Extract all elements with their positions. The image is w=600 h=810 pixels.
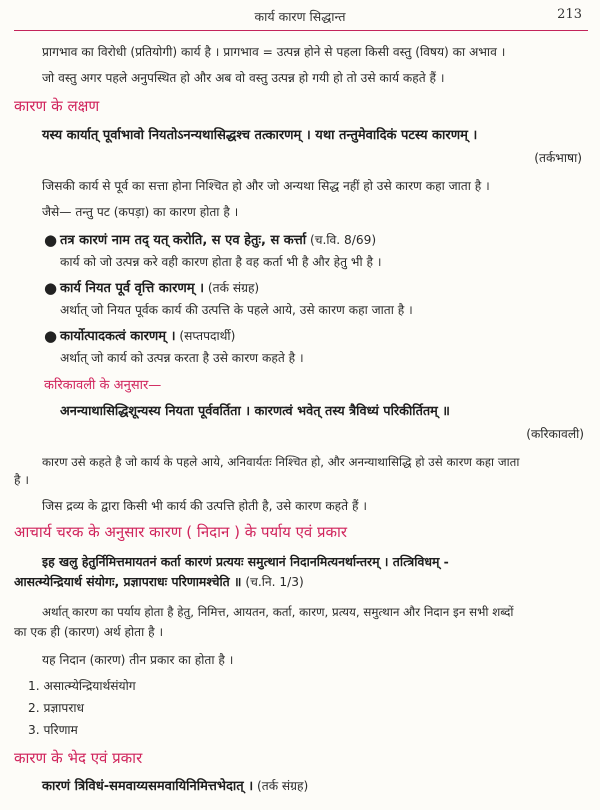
page-number: 213 — [557, 7, 582, 22]
sanskrit-verse — [42, 778, 308, 795]
citation: (च.वि. 8/69) — [306, 233, 377, 247]
paragraph-line: जिस द्रव्य के द्वारा किसी भी कार्य की उत्पत्ति होती है, उसे कारण कहते हैं । — [42, 499, 367, 513]
sanskrit-quote: आसत्म्येन्द्रियार्थ संयोगः, प्रज्ञापराधः परिणामश्चेति ॥ — [14, 574, 242, 589]
list-item: 3. परिणाम — [28, 723, 78, 737]
paragraph-line: है । — [14, 473, 29, 487]
paragraph-line: प्रागभाव का विरोधी (प्रतियोगी) कार्य है । प्रागभाव = उत्पन्न होने से पहला किसी वस्तु (विषय) का अभाव । — [42, 45, 506, 59]
section-heading: आचार्य चरक के अनुसार कारण ( निदान ) के पर्याय एवं प्रकार — [14, 523, 348, 541]
explanation: कार्य को जो उत्पन्न करे वही कारण होता है वह कर्ता भी है और हेतु भी है । — [60, 255, 382, 269]
sanskrit-quote: कार्य नियत पूर्व वृत्ति कारणम् । — [60, 281, 205, 296]
paragraph-line: जैसे— तन्तु पट (कपड़ा) का कारण होता है । — [42, 205, 239, 219]
section-heading: कारण के भेद एवं प्रकार — [14, 749, 143, 767]
sanskrit-verse: इह खलु हेतुर्निमित्तमायतनं कर्ता कारणं प्रत्ययः समुत्थानं निदानमित्यनर्थान्तरम् । तत्त्रिविधम् - — [42, 554, 449, 569]
running-header-title: कार्य कारण सिद्धान्त — [254, 9, 346, 24]
paragraph-line: का एक ही (कारण) अर्थ होता है । — [14, 625, 164, 639]
bullet-item — [60, 232, 376, 249]
paragraph-line: जिसकी कार्य से पूर्व का सत्ता होना निश्चित हो और जो अन्यथा सिद्ध नहीं हो उसे कारण कहा जाता है । — [42, 179, 490, 193]
header-rule — [14, 30, 588, 31]
paragraph-line: यह निदान (कारण) तीन प्रकार का होता है । — [42, 653, 234, 667]
citation: (करिकावली) — [526, 427, 584, 441]
citation: (च.नि. 1/3) — [241, 575, 304, 589]
sanskrit-verse — [14, 574, 304, 590]
subsection-heading: करिकावली के अनुसार— — [44, 378, 162, 393]
explanation: अर्थात् जो कार्य को उत्पन्न करता है उसे कारण कहते है । — [60, 351, 304, 365]
citation: (सप्तपदार्थी) — [175, 329, 236, 343]
sanskrit-verse: यस्य कार्यात् पूर्वाभावो नियतोऽनन्यथासिद्धश्च तत्कारणम् । यथा तन्तुमेवादिकं पटस्य कारणम् । — [42, 128, 478, 143]
sanskrit-quote: तत्र कारणं नाम तद् यत् करोति, स एव हेतुः, स कर्त्ता — [60, 233, 307, 248]
paragraph-line: अर्थात् कारण का पर्याय होता है हेतु, निमित्त, आयतन, कर्ता, कारण, प्रत्यय, समुत्थान और निदान इन सभी शब्दों — [42, 605, 514, 619]
bullet-icon: ● — [44, 327, 58, 345]
citation: (तर्क संग्रह) — [204, 281, 260, 295]
sanskrit-quote: कार्योत्पादकत्वं कारणम् । — [60, 329, 176, 344]
bullet-icon: ● — [44, 279, 58, 297]
sanskrit-quote: कारणं त्रिविधं-समवाय्यसमवायिनिमित्तभेदात् । — [42, 779, 254, 794]
list-item: 1. असात्म्येन्द्रियार्थसंयोग — [28, 679, 136, 693]
bullet-item — [60, 328, 235, 345]
sanskrit-verse: अनन्याथासिद्धिशून्यस्य नियता पूर्ववर्तिता । कारणत्वं भवेत् तस्य त्रैविध्यं परिकीर्तितम् ॥ — [60, 404, 450, 419]
bullet-icon: ● — [44, 231, 58, 249]
bullet-item — [60, 280, 259, 297]
paragraph-line: कारण उसे कहते है जो कार्य के पहले आये, अनिवार्यतः निश्चित हो, और अनन्याथासिद्धि हो उसे कारण कहा जाता — [42, 455, 520, 469]
explanation: अर्थात् जो नियत पूर्वक कार्य की उत्पत्ति के पहले आये, उसे कारण कहा जाता है । — [60, 303, 413, 317]
section-heading: कारण के लक्षण — [14, 97, 100, 115]
paragraph-line: जो वस्तु अगर पहले अनुपस्थित हो और अब वो वस्तु उत्पन्न हो गयी हो तो उसे कार्य कहते हैं । — [42, 71, 445, 85]
list-item: 2. प्रज्ञापराध — [28, 701, 84, 715]
citation: (तर्कभाषा) — [534, 151, 582, 165]
citation: (तर्क संग्रह) — [253, 779, 309, 793]
